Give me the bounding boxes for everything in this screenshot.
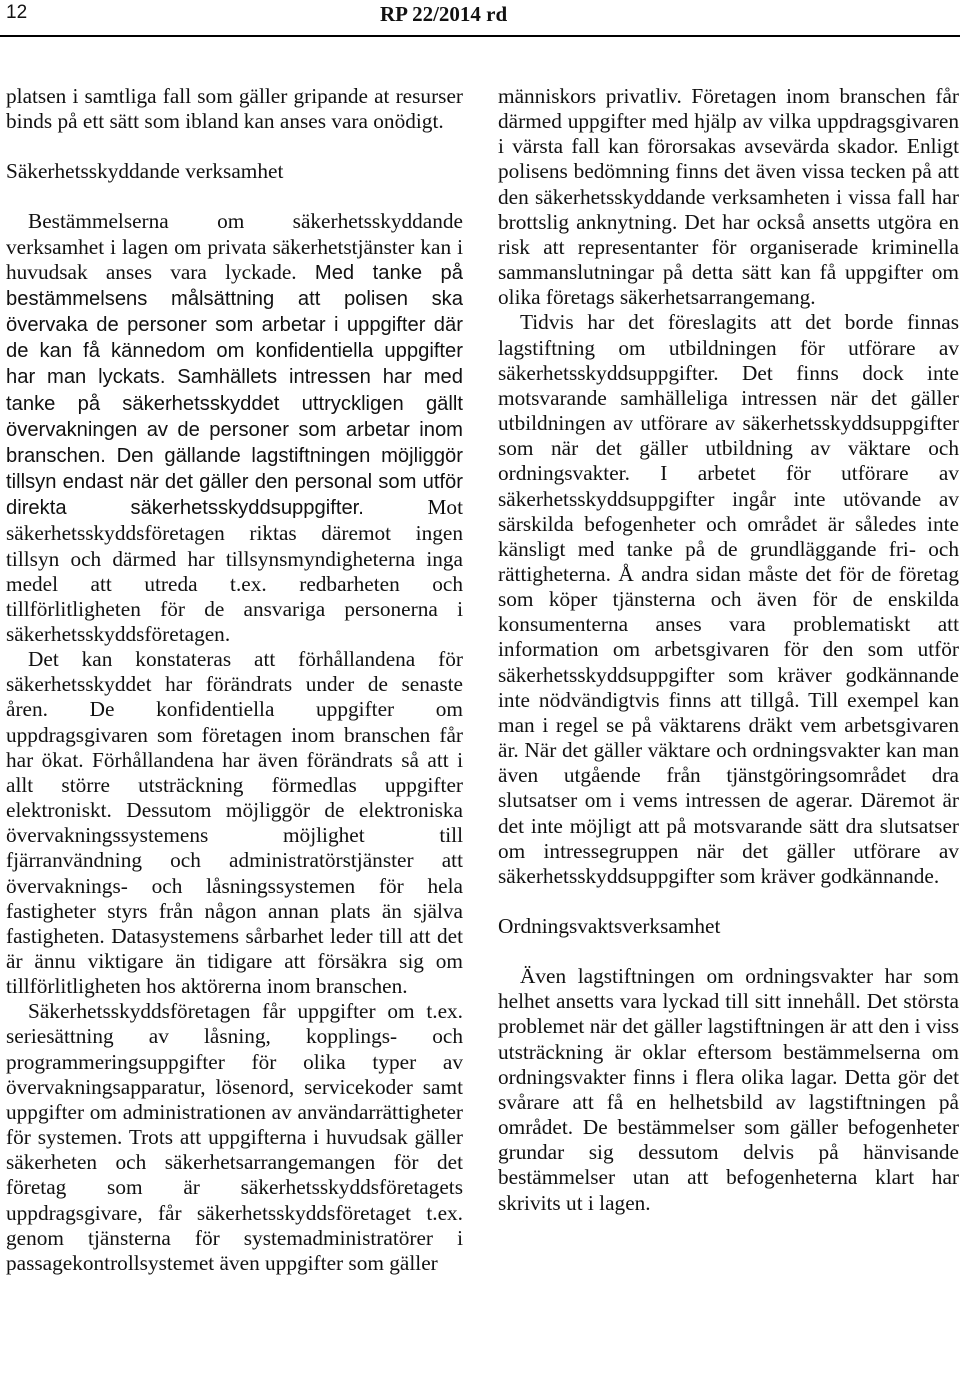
document-id: RP 22/2014 rd (380, 2, 508, 26)
right-column (498, 84, 959, 1216)
page-number: 12 (6, 2, 28, 23)
section-heading: Säkerhetsskyddande verksamhet (6, 159, 284, 184)
paragraph: Det kan konstateras att förhållandena för säkerhetsskyddet har förändrats under de senaste åren. De konfidentiella uppgifter om uppdragsgivaren som företagen inom branschen får har ökat. Förhållandena har även förändrats så att i allt större utsträckning förmedlas uppgifter elektroniskt. Dessutom möjliggör de elektroniska övervakningssystemens möjlighet till fjärranvändning och administratörstjänster att övervaknings- och låsningssystemen för hela fastigheter styrs från någon annan plats än själva fastigheten. Datasystemens sårbarhet leder till att det är ännu viktigare än tidigare att försäkra sig om tillförlitligheten hos aktörerna inom branschen. (6, 647, 463, 999)
page-header (0, 0, 960, 34)
spacer (6, 184, 463, 209)
spacer (6, 134, 463, 159)
paragraph-text-sans: Med tanke på bestämmelsens målsättning att polisen ska övervaka de personer som arbetar i uppgifter där de kan få kännedom om konfidentiella uppgifter har man lyckats. Samhällets intressen har med tanke på säkerhetsskyddet uttryckligen gällt övervakningen av de personer som arbetar inom branschen. Den gällande lagstiftningen möjliggör tillsyn endast när det gäller den personal som utför direkta säkerhetsskyddsuppgifter. (6, 261, 464, 520)
section-heading: Ordningsvaktsverksamhet (498, 914, 721, 938)
paragraph: platsen i samtliga fall som gäller gripande at resurser binds på ett sätt som ibland kan anses vara onödigt. (6, 84, 463, 134)
header-rule (0, 35, 960, 37)
spacer (498, 889, 959, 914)
paragraph: Säkerhetsskyddsföretagen får uppgifter om t.ex. seriesättning av låsning, kopplings- och programmeringsuppgifter för olika typer av övervakningsapparatur, lösenord, servicekoder samt uppgifter om administrationen av användarrättigheter för systemen. Trots att uppgifterna i huvudsak gäller säkerheten och säkerhetsarrangemangen för det företag som är säkerhetsskyddsföretagets uppdragsgivare, får säkerhetsskyddsföretaget t.ex. genom tjänsterna för systemadministratörer i passagekontrollsystemet även uppgifter som gäller (6, 999, 463, 1275)
paragraph (6, 209, 463, 647)
paragraph: Även lagstiftningen om ordningsvakter har som helhet ansetts vara lyckad till sitt innehåll. Det största problemet när det gäller lagstiftningen är att den i viss utsträckning är oklar eftersom bestämmelserna om ordningsvakter finns i flera olika lagar. Detta gör det svårare att få en helhetsbild av lagstiftningen på området. De bestämmelser som gäller befogenheter grundar sig dessutom delvis på hänvisande bestämmelser utan att befogenheterna klart har skrivits ut i lagen. (498, 964, 959, 1215)
paragraph: människors privatliv. Företagen inom branschen får därmed uppgifter med hjälp av vilka uppdragsgivaren i värsta fall kan förorsakas avsevärda skador. Enligt polisens bedömning finns det även vissa tecken på att den säkerhetsskyddande verksamheten i vissa fall har brottslig anknytning. Det har också ansetts utgöra en risk att representanter för organiserade kriminella sammanslutningar på detta sätt kan få uppgifter om olika företags säkerhetsarrangemang. (498, 84, 959, 310)
left-column (6, 84, 463, 1276)
paragraph: Tidvis har det föreslagits att det borde finnas lagstiftning om utbildningen för utförare av säkerhetsskyddsuppgifter. Det finns dock inte motsvarande samhälleliga intressen när det gäller utbildningen av utförare av säkerhetsskyddsuppgifter som när det gäller utbildning av väktare och ordningsvakter. I arbetet för utförare av säkerhetsskyddsuppgifter ingår inte utövande av särskilda befogenheter och området är således inte känsligt med tanke på de grundläggande fri- och rättigheterna. Å andra sidan måste det för de företag som köper tjänsterna och även för de enskilda konsumenterna anses vara problematiskt att information om arbetsgivaren för den som utför säkerhetsskyddsuppgifter som kräver godkännande inte nödvändigtvis finns att tillgå. Till exempel kan man i regel se på väktarens dräkt vem arbetsgivaren är. När det gäller väktare och ordningsvakter kan man även utgående från tjänstgöringsområdet dra slutsatser om i vems intressen de agerar. Däremot är det inte möjligt att på motsvarande sätt dra slutsatser om intressegruppen när det gäller utförare av säkerhetsskyddsuppgifter som kräver godkännande. (498, 310, 959, 888)
paragraph-text: Mot säkerhetsskyddsföretagen riktas däremot ingen tillsyn och därmed har tillsynsmyndigheterna inga medel att utreda t.ex. redbarheten och tillförlitligheten för de ansvariga personerna i säkerhetsskyddsföretagen. (6, 495, 464, 646)
paragraph-text: Bestämmelserna om säkerhetsskyddande verksamhet i lagen om privata säkerhetstjänster kan i huvudsak anses vara lyckade. (6, 209, 463, 284)
spacer (498, 939, 959, 964)
